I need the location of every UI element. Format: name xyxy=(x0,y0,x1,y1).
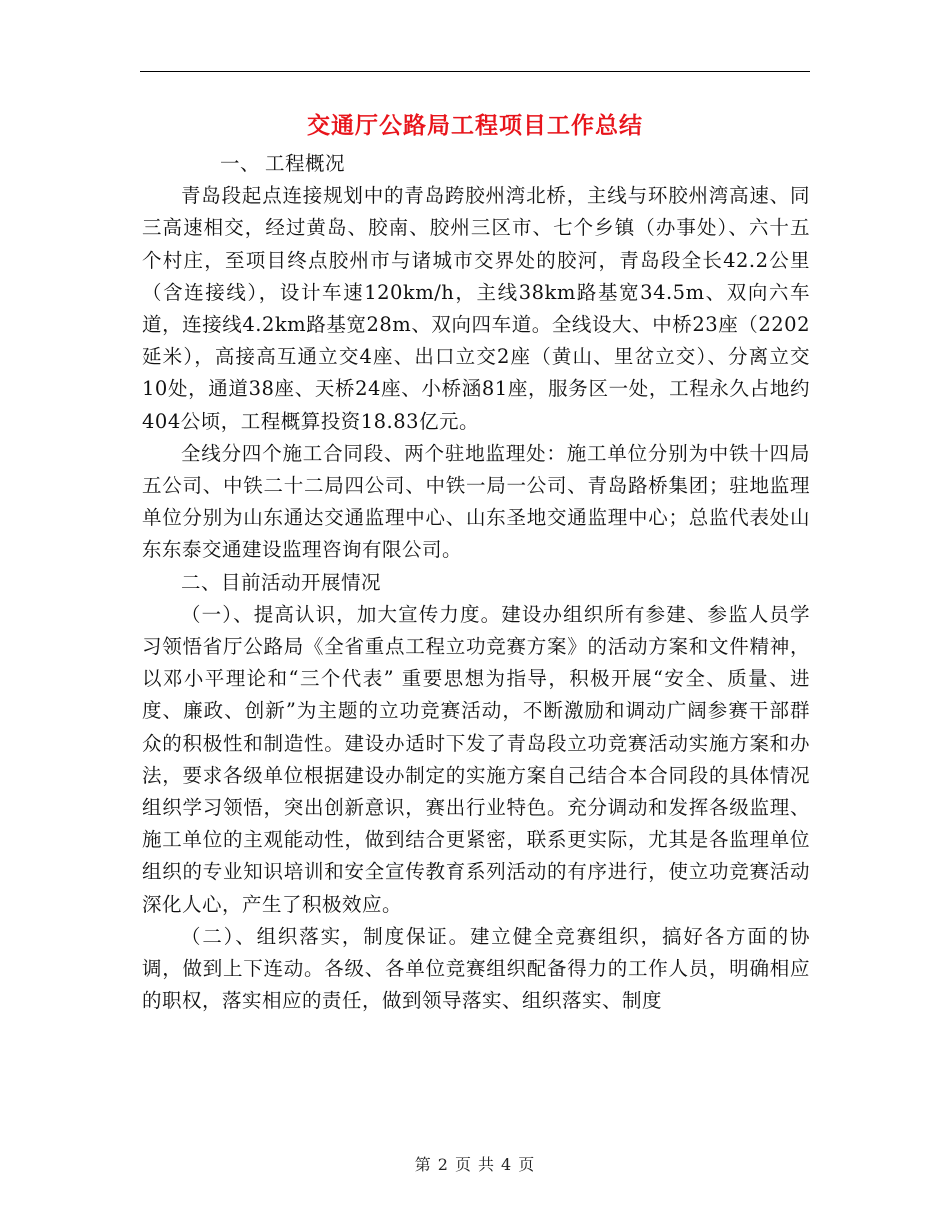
paragraph: （一）、提高认识，加大宣传力度。建设办组织所有参建、参监人员学习领悟省厅公路局《全省重点工程立功竞赛方案》的活动方案和文件精神，以邓小平理论和“三个代表” 重要思想为指导，积极开展“安全、质量、进度、廉政、创新”为主题的立功竞赛活动，不断激励和调动广阔参赛干部群众的积极性和制造性。建设办适时下发了青岛段立功竞赛活动实施方案和办法，要求各级单位根据建设办制定的实施方案自己结合本合同段的具体情况组织学习领悟，突出创新意识，赛出行业特色。充分调动和发挥各级监理、施工单位的主观能动性，做到结合更紧密，联系更实际，尤其是各监理单位组织的专业知识培训和安全宣传教育系列活动的有序进行，使立功竞赛活动深化人心，产生了积极效应。 xyxy=(142,602,810,916)
paragraph: （二）、组织落实，制度保证。建立健全竞赛组织，搞好各方面的协调，做到上下连动。各级、各单位竞赛组织配备得力的工作人员，明确相应的职权，落实相应的责任，做到领导落实、组织落实、制度 xyxy=(142,924,810,1013)
total-pages-number: 4 xyxy=(501,1155,513,1174)
document-body xyxy=(142,148,810,1017)
footer-label-total: 共 xyxy=(478,1155,496,1174)
footer-label-page: 第 xyxy=(414,1155,432,1174)
footer-label-page-unit: 页 xyxy=(454,1155,472,1174)
document-title: 交通厅公路局工程项目工作总结 xyxy=(307,112,643,139)
paragraph: 青岛段起点连接规划中的青岛跨胶州湾北桥，主线与环胶州湾高速、同三高速相交，经过黄岛、胶南、胶州三区市、七个乡镇（办事处）、六十五个村庄，至项目终点胶州市与诸城市交界处的胶河，青岛段全长42.2公里（含连接线），设计车速120km/h，主线38km路基宽34.5m、双向六车道，连接线4.2km路基宽28m、双向四车道。全线设大、中桥23座（2202延米），高接高互通立交4座、出口立交2座（黄山、里岔立交）、分离立交10处，通道38座、天桥24座、小桥涵81座，服务区一处，工程永久占地约404公顷，工程概算投资18.83亿元。 xyxy=(142,184,810,433)
section-number: 一、 xyxy=(220,152,261,175)
section-heading-2: 二、目前活动开展情况 xyxy=(181,570,382,594)
section-title: 工程概况 xyxy=(265,152,346,175)
header-rule xyxy=(140,71,810,72)
paragraph: 全线分四个施工合同段、两个驻地监理处：施工单位分别为中铁十四局五公司、中铁二十二局四公司、中铁一局一公司、青岛路桥集团；驻地监理单位分别为山东通达交通监理中心、山东圣地交通监理中心；总监代表处山东东泰交通建设监理咨询有限公司。 xyxy=(142,441,810,562)
section-heading-1 xyxy=(142,148,810,180)
current-page-number: 2 xyxy=(437,1155,449,1174)
footer-label-total-unit: 页 xyxy=(518,1155,536,1174)
page-footer xyxy=(0,1152,950,1175)
